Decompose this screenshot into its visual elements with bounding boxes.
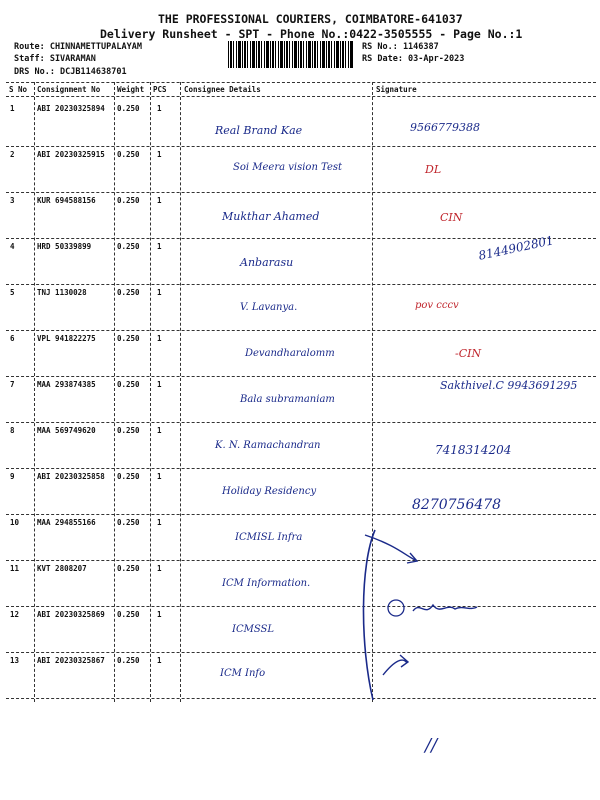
row-sno: 6 [10, 334, 15, 343]
col-header-weight: Weight [117, 85, 145, 94]
col-header-pcs: PCS [153, 85, 167, 94]
row-signature-handwritten: CIN [440, 211, 463, 224]
row-consignee-handwritten: ICM Info [220, 668, 266, 679]
row-signature-handwritten: 8144902801 [477, 233, 555, 263]
row-pcs: 1 [157, 334, 162, 343]
row-weight: 0.250 [117, 150, 140, 159]
row-sno: 12 [10, 610, 20, 619]
row-pcs: 1 [157, 472, 162, 481]
row-sno: 4 [10, 242, 15, 251]
document-subtitle: Delivery Runsheet - SPT - Phone No.:0422-3505555 - Page No.:1 [100, 27, 523, 41]
row-consignment-no: TNJ 1130028 [37, 288, 87, 297]
row-sno: 13 [10, 656, 20, 665]
rs-date: RS Date: 03-Apr-2023 [362, 54, 465, 64]
row-weight: 0.250 [117, 472, 140, 481]
row-pcs: 1 [157, 380, 162, 389]
row-signature-handwritten: 7418314204 [435, 443, 512, 457]
row-pcs: 1 [157, 288, 162, 297]
row-divider [6, 376, 596, 377]
row-pcs: 1 [157, 610, 162, 619]
row-consignee-handwritten: Anbarasu [240, 256, 294, 269]
row-weight: 0.250 [117, 610, 140, 619]
row-consignment-no: ABI 20230325867 [37, 656, 105, 665]
route-label: Route: CHINNAMETTUPALAYAM [14, 42, 142, 52]
row-consignment-no: HRD 50339899 [37, 242, 92, 251]
row-consignee-handwritten: ICMISL Infra [235, 532, 303, 543]
row-consignee-handwritten: ICMSSL [232, 624, 275, 635]
row-sno: 11 [10, 564, 20, 573]
row-divider [6, 422, 596, 423]
col-divider [150, 82, 151, 702]
row-consignee-handwritten: Bala subramaniam [240, 394, 335, 405]
row-consignment-no: VPL 941822275 [37, 334, 96, 343]
row-sno: 2 [10, 150, 15, 159]
row-consignment-no: MAA 293874385 [37, 380, 96, 389]
row-consignment-no: MAA 294855166 [37, 518, 96, 527]
row-weight: 0.250 [117, 242, 140, 251]
staff-label: Staff: SIVARAMAN [14, 54, 96, 64]
row-consignee-handwritten: Real Brand Kae [215, 124, 303, 137]
row-consignee-handwritten: K. N. Ramachandran [215, 440, 321, 451]
row-divider [6, 468, 596, 469]
footer-mark: // [425, 735, 438, 756]
row-divider [6, 330, 596, 331]
row-consignee-handwritten: Mukthar Ahamed [222, 210, 320, 223]
row-divider [6, 238, 596, 239]
row-consignee-handwritten: Holiday Residency [222, 486, 317, 497]
row-consignment-no: MAA 569749620 [37, 426, 96, 435]
row-divider [6, 606, 596, 607]
row-consignee-handwritten: V. Lavanya. [240, 302, 298, 313]
row-consignment-no: KVT 2808207 [37, 564, 87, 573]
row-divider [6, 514, 596, 515]
row-consignment-no: ABI 20230325894 [37, 104, 105, 113]
row-divider [6, 698, 596, 699]
row-consignment-no: ABI 20230325915 [37, 150, 105, 159]
col-divider [34, 82, 35, 702]
col-divider [114, 82, 115, 702]
row-pcs: 1 [157, 426, 162, 435]
row-divider [6, 146, 596, 147]
col-header-sno: S No [9, 85, 28, 94]
row-weight: 0.250 [117, 334, 140, 343]
row-sno: 3 [10, 196, 15, 205]
row-sno: 9 [10, 472, 15, 481]
table-header-rule [6, 96, 596, 97]
row-consignee-handwritten: ICM Information. [222, 578, 311, 589]
row-consignment-no: ABI 20230325858 [37, 472, 105, 481]
row-weight: 0.250 [117, 518, 140, 527]
col-header-consignment: Consignment No [37, 85, 101, 94]
row-weight: 0.250 [117, 426, 140, 435]
col-divider [180, 82, 181, 702]
row-weight: 0.250 [117, 564, 140, 573]
table-top-rule [6, 82, 596, 83]
row-consignee-handwritten: Devandharalomm [245, 348, 335, 359]
row-signature-handwritten: DL [425, 163, 442, 176]
stamp-mark [385, 597, 485, 621]
row-signature-handwritten: pov cccv [415, 300, 459, 311]
row-divider [6, 560, 596, 561]
row-weight: 0.250 [117, 104, 140, 113]
row-consignment-no: KUR 694588156 [37, 196, 96, 205]
row-weight: 0.250 [117, 196, 140, 205]
row-divider [6, 652, 596, 653]
row-sno: 1 [10, 104, 15, 113]
drs-label: DRS No.: DCJB114638701 [14, 67, 127, 77]
row-pcs: 1 [157, 518, 162, 527]
row-signature-handwritten: Sakthivel.C 9943691295 [440, 379, 578, 392]
row-pcs: 1 [157, 656, 162, 665]
col-header-consignee: Consignee Details [184, 85, 261, 94]
rs-number: RS No.: 1146387 [362, 42, 439, 52]
row-pcs: 1 [157, 104, 162, 113]
row-pcs: 1 [157, 564, 162, 573]
row-sno: 5 [10, 288, 15, 297]
row-weight: 0.250 [117, 288, 140, 297]
row-pcs: 1 [157, 196, 162, 205]
col-header-signature: Signature [376, 85, 417, 94]
row-weight: 0.250 [117, 380, 140, 389]
row-pcs: 1 [157, 150, 162, 159]
row-divider [6, 284, 596, 285]
row-sno: 7 [10, 380, 15, 389]
row-sno: 10 [10, 518, 20, 527]
row-signature-handwritten: -CIN [455, 347, 482, 360]
row-sno: 8 [10, 426, 15, 435]
row-divider [6, 192, 596, 193]
row-signature-handwritten: 8270756478 [412, 497, 502, 513]
barcode [228, 41, 354, 68]
row-consignee-handwritten: Soi Meera vision Test [233, 162, 343, 173]
document-title: THE PROFESSIONAL COURIERS, COIMBATORE-641037 [158, 12, 463, 26]
row-pcs: 1 [157, 242, 162, 251]
row-consignment-no: ABI 20230325869 [37, 610, 105, 619]
row-signature-handwritten: 9566779388 [410, 121, 480, 134]
row-weight: 0.250 [117, 656, 140, 665]
